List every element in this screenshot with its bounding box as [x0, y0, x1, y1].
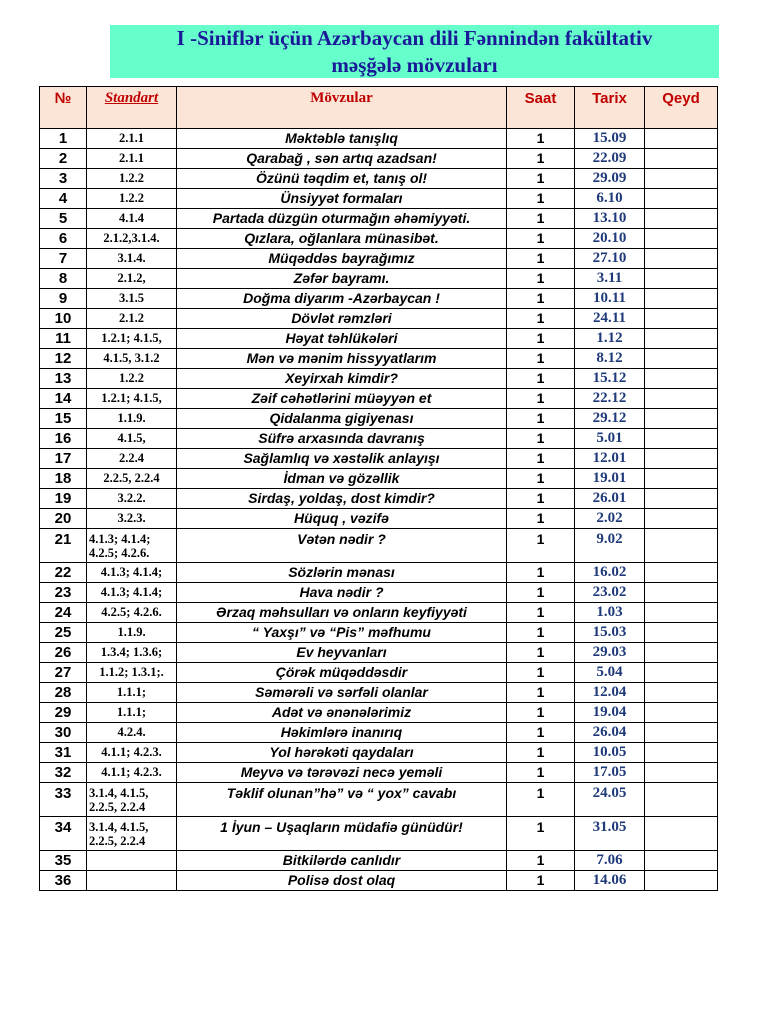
row-date: 29.03 [575, 643, 645, 663]
row-hours: 1 [507, 349, 575, 369]
row-note [645, 851, 718, 871]
row-standard [87, 529, 177, 563]
row-hours: 1 [507, 683, 575, 703]
row-standard: 1.1.9. [87, 409, 177, 429]
row-hours: 1 [507, 329, 575, 349]
row-note [645, 169, 718, 189]
row-number: 3 [40, 169, 87, 189]
row-standard: 2.1.1 [87, 129, 177, 149]
row-standard: 1.2.2 [87, 189, 177, 209]
table-row [40, 129, 718, 149]
row-date: 15.12 [575, 369, 645, 389]
row-note [645, 369, 718, 389]
row-topic: Müqəddəs bayrağımız [177, 249, 507, 269]
row-standard: 4.2.4. [87, 723, 177, 743]
row-note [645, 683, 718, 703]
row-date: 22.12 [575, 389, 645, 409]
row-topic: Süfrə arxasında davranış [177, 429, 507, 449]
row-standard: 4.1.5, [87, 429, 177, 449]
table-row [40, 489, 718, 509]
row-number: 32 [40, 763, 87, 783]
row-standard: 2.1.2, [87, 269, 177, 289]
row-hours: 1 [507, 563, 575, 583]
row-note [645, 329, 718, 349]
row-standard: 1.2.1; 4.1.5, [87, 329, 177, 349]
row-number: 16 [40, 429, 87, 449]
row-hours: 1 [507, 817, 575, 851]
row-number: 8 [40, 269, 87, 289]
row-date: 15.09 [575, 129, 645, 149]
header-date: Tarix [575, 87, 645, 129]
row-topic: Məktəblə tanışlıq [177, 129, 507, 149]
row-hours: 1 [507, 209, 575, 229]
row-standard-line-2: 4.2.5; 4.2.6. [89, 545, 150, 560]
row-number: 35 [40, 851, 87, 871]
row-date: 23.02 [575, 583, 645, 603]
row-number: 31 [40, 743, 87, 763]
row-standard-line-2: 2.2.5, 2.2.4 [89, 799, 146, 814]
row-topic: Çörək müqəddəsdir [177, 663, 507, 683]
row-standard: 4.1.3; 4.1.4; [87, 563, 177, 583]
table-header [40, 87, 718, 129]
header-hours: Saat [507, 87, 575, 129]
row-number: 36 [40, 871, 87, 891]
row-date: 9.02 [575, 529, 645, 563]
row-topic: Özünü təqdim et, tanış ol! [177, 169, 507, 189]
row-date: 2.02 [575, 509, 645, 529]
table-row [40, 149, 718, 169]
row-standard: 1.1.9. [87, 623, 177, 643]
row-date: 14.06 [575, 871, 645, 891]
table-row [40, 871, 718, 891]
table-body [40, 129, 718, 891]
table-row [40, 817, 718, 851]
row-date: 17.05 [575, 763, 645, 783]
table-row [40, 529, 718, 563]
row-note [645, 703, 718, 723]
header-standard: Standart [87, 87, 177, 129]
row-topic: Qidalanma gigiyenası [177, 409, 507, 429]
row-hours: 1 [507, 623, 575, 643]
row-hours: 1 [507, 851, 575, 871]
row-number: 9 [40, 289, 87, 309]
row-note [645, 309, 718, 329]
row-topic: Sözlərin mənası [177, 563, 507, 583]
row-number: 11 [40, 329, 87, 349]
row-topic: Səmərəli və sərfəli olanlar [177, 683, 507, 703]
row-date: 26.04 [575, 723, 645, 743]
row-standard: 4.1.4 [87, 209, 177, 229]
row-standard: 1.1.1; [87, 703, 177, 723]
row-topic: Qarabağ , sən artıq azadsan! [177, 149, 507, 169]
row-note [645, 509, 718, 529]
row-number: 18 [40, 469, 87, 489]
row-date: 24.11 [575, 309, 645, 329]
row-note [645, 389, 718, 409]
row-number: 25 [40, 623, 87, 643]
row-note [645, 129, 718, 149]
row-date: 26.01 [575, 489, 645, 509]
row-number: 12 [40, 349, 87, 369]
row-hours: 1 [507, 643, 575, 663]
row-date: 7.06 [575, 851, 645, 871]
row-standard [87, 851, 177, 871]
title-line-2: məşğələ mövzuları [331, 52, 498, 77]
row-date: 12.01 [575, 449, 645, 469]
row-date: 8.12 [575, 349, 645, 369]
row-hours: 1 [507, 409, 575, 429]
row-hours: 1 [507, 703, 575, 723]
row-hours: 1 [507, 449, 575, 469]
row-note [645, 289, 718, 309]
row-note [645, 763, 718, 783]
row-topic: Hava nədir ? [177, 583, 507, 603]
table-row [40, 409, 718, 429]
row-topic: Xeyirxah kimdir? [177, 369, 507, 389]
row-number: 29 [40, 703, 87, 723]
row-number: 23 [40, 583, 87, 603]
row-hours: 1 [507, 369, 575, 389]
row-hours: 1 [507, 269, 575, 289]
row-note [645, 469, 718, 489]
row-hours: 1 [507, 529, 575, 563]
row-date: 6.10 [575, 189, 645, 209]
row-note [645, 643, 718, 663]
table-row [40, 429, 718, 449]
row-topic: Doğma diyarım -Azərbaycan ! [177, 289, 507, 309]
row-date: 31.05 [575, 817, 645, 851]
table-row [40, 851, 718, 871]
row-topic: Yol hərəkəti qaydaları [177, 743, 507, 763]
row-topic: Zəif cəhətlərini müəyyən et [177, 389, 507, 409]
row-standard: 3.2.2. [87, 489, 177, 509]
row-hours: 1 [507, 229, 575, 249]
row-note [645, 429, 718, 449]
row-note [645, 189, 718, 209]
row-standard-line-2: 2.2.5, 2.2.4 [89, 833, 146, 848]
row-note [645, 489, 718, 509]
table-row [40, 209, 718, 229]
row-standard-line-1: 3.1.4, 4.1.5, [89, 785, 149, 800]
table-row [40, 763, 718, 783]
row-number: 34 [40, 817, 87, 851]
table-row [40, 723, 718, 743]
row-date: 5.01 [575, 429, 645, 449]
row-standard: 2.1.1 [87, 149, 177, 169]
row-topic: Meyvə və tərəvəzi necə yemәli [177, 763, 507, 783]
row-standard: 1.1.1; [87, 683, 177, 703]
row-hours: 1 [507, 783, 575, 817]
row-topic: Ev heyvanları [177, 643, 507, 663]
table-row [40, 289, 718, 309]
row-note [645, 623, 718, 643]
title-line-1: I -Siniflər üçün Azərbaycan dili Fənnindən fakültativ [176, 25, 653, 50]
row-number: 21 [40, 529, 87, 563]
row-hours: 1 [507, 489, 575, 509]
row-standard: 4.1.5, 3.1.2 [87, 349, 177, 369]
table-row [40, 169, 718, 189]
row-number: 26 [40, 643, 87, 663]
row-number: 19 [40, 489, 87, 509]
row-date: 22.09 [575, 149, 645, 169]
row-standard: 4.1.1; 4.2.3. [87, 743, 177, 763]
row-date: 24.05 [575, 783, 645, 817]
row-number: 6 [40, 229, 87, 249]
row-number: 13 [40, 369, 87, 389]
row-note [645, 229, 718, 249]
row-topic: Vətən nədir ? [177, 529, 507, 563]
row-standard [87, 871, 177, 891]
row-standard: 3.2.3. [87, 509, 177, 529]
row-note [645, 783, 718, 817]
row-standard [87, 783, 177, 817]
row-hours: 1 [507, 429, 575, 449]
row-note [645, 871, 718, 891]
row-note [645, 409, 718, 429]
row-note [645, 209, 718, 229]
row-standard: 2.1.2,3.1.4. [87, 229, 177, 249]
row-hours: 1 [507, 743, 575, 763]
row-topic: Bitkilərdə canlıdır [177, 851, 507, 871]
row-standard-line-1: 4.1.3; 4.1.4; [89, 531, 151, 546]
row-number: 22 [40, 563, 87, 583]
row-standard: 2.2.5, 2.2.4 [87, 469, 177, 489]
row-note [645, 723, 718, 743]
row-number: 28 [40, 683, 87, 703]
table-row [40, 743, 718, 763]
row-topic: İdman və gözəllik [177, 469, 507, 489]
row-date: 1.03 [575, 603, 645, 623]
row-note [645, 249, 718, 269]
row-hours: 1 [507, 603, 575, 623]
table-row [40, 663, 718, 683]
row-hours: 1 [507, 583, 575, 603]
row-topic: Zəfər bayramı. [177, 269, 507, 289]
header-no: № [40, 87, 87, 129]
row-number: 4 [40, 189, 87, 209]
row-standard: 1.3.4; 1.3.6; [87, 643, 177, 663]
row-hours: 1 [507, 389, 575, 409]
row-number: 1 [40, 129, 87, 149]
row-standard: 3.1.5 [87, 289, 177, 309]
row-date: 20.10 [575, 229, 645, 249]
row-standard: 1.1.2; 1.3.1;. [87, 663, 177, 683]
row-standard: 2.2.4 [87, 449, 177, 469]
row-note [645, 149, 718, 169]
row-hours: 1 [507, 189, 575, 209]
row-standard: 4.1.3; 4.1.4; [87, 583, 177, 603]
table-row [40, 643, 718, 663]
header-note: Qeyd [645, 87, 718, 129]
row-topic: Partada düzgün oturmağın əhəmiyyəti. [177, 209, 507, 229]
row-date: 27.10 [575, 249, 645, 269]
row-hours: 1 [507, 289, 575, 309]
row-date: 3.11 [575, 269, 645, 289]
row-topic: Sağlamlıq və xəstəlik anlayışı [177, 449, 507, 469]
table-row [40, 189, 718, 209]
row-date: 12.04 [575, 683, 645, 703]
row-date: 29.09 [575, 169, 645, 189]
row-date: 15.03 [575, 623, 645, 643]
row-hours: 1 [507, 871, 575, 891]
row-note [645, 583, 718, 603]
row-standard: 1.2.2 [87, 169, 177, 189]
row-number: 33 [40, 783, 87, 817]
row-standard [87, 817, 177, 851]
row-hours: 1 [507, 763, 575, 783]
table-row [40, 563, 718, 583]
row-hours: 1 [507, 509, 575, 529]
row-note [645, 563, 718, 583]
row-standard: 1.2.2 [87, 369, 177, 389]
row-number: 15 [40, 409, 87, 429]
row-topic: Polisə dost olaq [177, 871, 507, 891]
table-row [40, 389, 718, 409]
row-hours: 1 [507, 309, 575, 329]
row-topic: Qızlara, oğlanlara münasibət. [177, 229, 507, 249]
row-topic: Mən və mənim hissyyatlarım [177, 349, 507, 369]
table-row [40, 349, 718, 369]
row-topic: Ərzaq məhsulları və onların keyfiyyəti [177, 603, 507, 623]
page-title [110, 25, 719, 78]
row-topic: Adət və ənənələrimiz [177, 703, 507, 723]
row-date: 5.04 [575, 663, 645, 683]
table-row [40, 469, 718, 489]
row-note [645, 349, 718, 369]
row-number: 7 [40, 249, 87, 269]
row-hours: 1 [507, 149, 575, 169]
row-date: 19.01 [575, 469, 645, 489]
row-topic: Hüquq , vəzifə [177, 509, 507, 529]
row-hours: 1 [507, 469, 575, 489]
row-note [645, 743, 718, 763]
row-number: 2 [40, 149, 87, 169]
row-number: 20 [40, 509, 87, 529]
row-note [645, 663, 718, 683]
row-date: 19.04 [575, 703, 645, 723]
row-note [645, 603, 718, 623]
table-row [40, 369, 718, 389]
row-hours: 1 [507, 723, 575, 743]
row-hours: 1 [507, 249, 575, 269]
row-standard: 2.1.2 [87, 309, 177, 329]
row-note [645, 529, 718, 563]
row-date: 10.05 [575, 743, 645, 763]
row-standard: 1.2.1; 4.1.5, [87, 389, 177, 409]
row-standard-line-1: 3.1.4, 4.1.5, [89, 819, 149, 834]
row-number: 10 [40, 309, 87, 329]
row-number: 5 [40, 209, 87, 229]
row-hours: 1 [507, 169, 575, 189]
row-date: 1.12 [575, 329, 645, 349]
table-row [40, 783, 718, 817]
row-topic: Həkimlərə inanırıq [177, 723, 507, 743]
row-standard: 3.1.4. [87, 249, 177, 269]
row-date: 13.10 [575, 209, 645, 229]
row-date: 10.11 [575, 289, 645, 309]
table-row [40, 683, 718, 703]
table-row [40, 329, 718, 349]
row-hours: 1 [507, 129, 575, 149]
row-topic: Dövlət rəmzləri [177, 309, 507, 329]
row-number: 17 [40, 449, 87, 469]
table-row [40, 603, 718, 623]
table-row [40, 509, 718, 529]
table-row [40, 229, 718, 249]
table-row [40, 623, 718, 643]
table-row [40, 449, 718, 469]
row-number: 14 [40, 389, 87, 409]
row-topic: Sirdaş, yoldaş, dost kimdir? [177, 489, 507, 509]
row-number: 30 [40, 723, 87, 743]
row-note [645, 269, 718, 289]
table-row [40, 583, 718, 603]
row-date: 29.12 [575, 409, 645, 429]
row-topic: Ünsiyyət formaları [177, 189, 507, 209]
row-number: 27 [40, 663, 87, 683]
row-standard: 4.2.5; 4.2.6. [87, 603, 177, 623]
row-hours: 1 [507, 663, 575, 683]
row-number: 24 [40, 603, 87, 623]
header-topics: Mövzular [177, 87, 507, 129]
row-note [645, 449, 718, 469]
row-topic: Təklif olunan”hə” və “ yox” cavabı [177, 783, 507, 817]
table-row [40, 269, 718, 289]
row-topic: Həyat təhlükələri [177, 329, 507, 349]
table-row [40, 309, 718, 329]
table-row [40, 249, 718, 269]
row-note [645, 817, 718, 851]
row-date: 16.02 [575, 563, 645, 583]
row-topic: “ Yaxşı” və “Pis” məfhumu [177, 623, 507, 643]
topics-table [39, 86, 718, 891]
row-standard: 4.1.1; 4.2.3. [87, 763, 177, 783]
row-topic: 1 İyun – Uşaqların müdafiə günüdür! [177, 817, 507, 851]
table-row [40, 703, 718, 723]
